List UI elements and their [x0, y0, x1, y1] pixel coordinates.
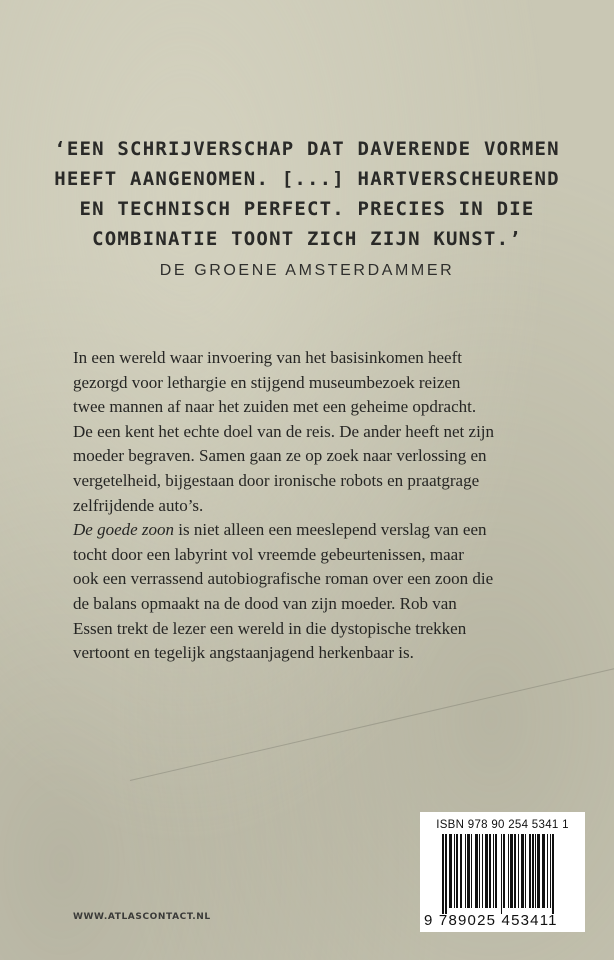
quote-line: EN TECHNISCH PERFECT. PRECIES IN DIE	[79, 198, 535, 220]
blurb-line: tocht door een labyrint vol vreemde gebeurtenissen, maar	[73, 544, 464, 564]
blurb-line: de balans opmaakt na de dood van zijn moeder. Rob van	[73, 593, 457, 613]
barcode-bar	[542, 834, 545, 908]
barcode-bar	[532, 834, 534, 908]
book-title: De goede zoon	[73, 520, 175, 540]
barcode-bar	[521, 834, 523, 908]
publisher-website: WWW.ATLASCONTACT.NL	[73, 912, 211, 922]
quote-source: DE GROENE AMSTERDAMMER	[159, 262, 455, 279]
barcode-bar	[465, 834, 466, 908]
barcode-bar	[508, 834, 509, 908]
barcode-bar	[552, 834, 553, 914]
barcode-bar	[482, 834, 483, 908]
barcode-bar	[525, 834, 526, 908]
blurb-line	[73, 518, 563, 543]
barcode-bar	[518, 834, 519, 908]
isbn-barcode	[420, 812, 585, 932]
barcode-bar	[547, 834, 548, 908]
blurb-line: ook een verrassend autobiografische roman over een zoon die	[73, 569, 494, 589]
blurb-line: In een wereld waar invoering van het basisinkomen heeft	[73, 348, 462, 367]
barcode-bar	[535, 834, 536, 908]
quote-line: COMBINATIE TOONT ZICH ZIJN KUNST.’	[92, 228, 522, 250]
blurb-line: gezorgd voor lethargie en stijgend museumbezoek reizen	[73, 372, 461, 392]
barcode-bar	[550, 834, 551, 908]
blurb-line: moeder begraven. Samen gaan ze op zoek naar verlossing en	[73, 446, 487, 466]
barcode-bar	[503, 834, 505, 908]
blurb-line-rest: is niet alleen een meeslepend verslag van een	[174, 520, 487, 540]
blurb-line: zelfrijdende auto’s.	[73, 495, 204, 515]
background-scratch-line	[130, 663, 614, 781]
barcode-bar	[445, 834, 446, 914]
barcode-bar	[467, 834, 469, 908]
barcode-bar	[510, 834, 513, 908]
barcode-bar	[495, 834, 497, 908]
barcode-bar	[479, 834, 480, 908]
blurb-line: vergetelheid, bijgestaan door ironische robots en praatgrage	[73, 470, 480, 490]
book-blurb	[73, 346, 563, 666]
barcode-bar	[514, 834, 515, 908]
isbn-label: ISBN 978 90 254 5341 1	[436, 819, 569, 831]
barcode-bar	[537, 834, 539, 908]
blurb-line: Essen trekt de lezer een wereld in die dystopische trekken	[73, 618, 467, 638]
quote-line: ‘EEN SCHRIJVERSCHAP DAT DAVERENDE VORMEN	[54, 138, 560, 160]
barcode-bar	[449, 834, 452, 908]
blurb-line: twee mannen af naar het zuiden met een geheime opdracht.	[73, 397, 477, 417]
barcode-bar	[485, 834, 488, 908]
barcode-bar	[471, 834, 472, 908]
barcode-bar	[501, 834, 502, 914]
barcode-bar	[454, 834, 455, 908]
quote-line: HEEFT AANGENOMEN. [...] HARTVERSCHEUREND	[54, 168, 560, 190]
barcode-bar	[460, 834, 461, 908]
barcode-bar	[442, 834, 444, 914]
blurb-line: De een kent het echte doel van de reis. De ander heeft net zijn	[73, 421, 495, 441]
blurb-line: vertoont en tegelijk angstaanjagend herkenbaar is.	[73, 643, 414, 663]
ean-digits: 9 789025 453411	[424, 912, 558, 929]
barcode-bar	[475, 834, 477, 908]
barcode-bar	[493, 834, 494, 908]
review-quote	[40, 134, 574, 254]
barcode-bar	[456, 834, 458, 908]
barcode-bar	[489, 834, 491, 908]
barcode-bar	[529, 834, 530, 908]
barcode-bars	[442, 834, 574, 912]
